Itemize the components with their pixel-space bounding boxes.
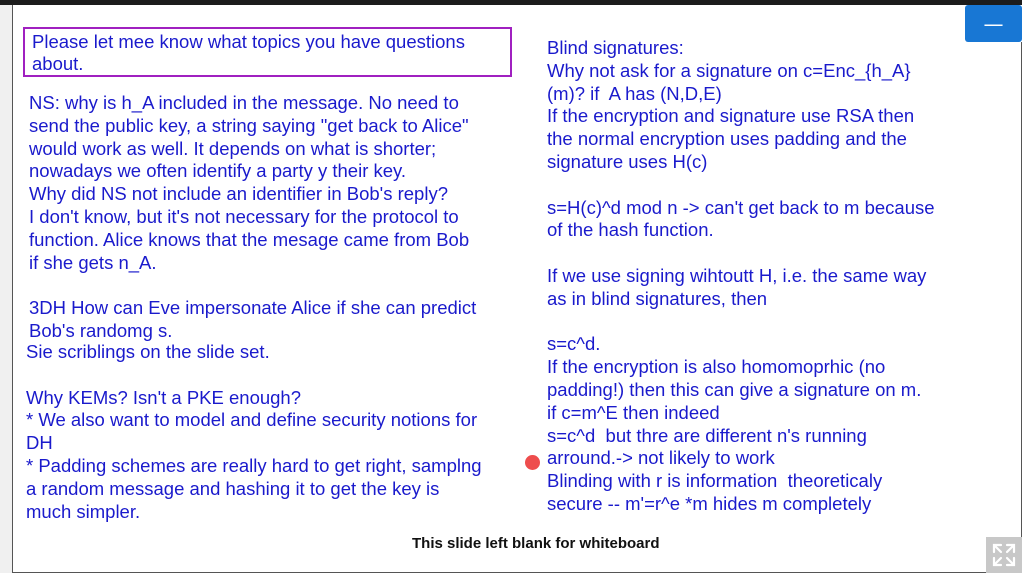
expand-arrows-icon (986, 537, 1022, 573)
left-panel-edge (0, 5, 13, 573)
topics-prompt-box: Please let mee know what topics you have questions about. (23, 27, 512, 77)
kem-notes: Sie scriblings on the slide set. Why KEMs? Isn't a PKE enough? * We also want to model and define security notions for DH * Padding schemes are really hard to get right, samplng a random message and hashing it to get the key is much simpler. (26, 341, 482, 522)
window-top-bar (0, 0, 1022, 5)
slide-caption: This slide left blank for whiteboard (412, 535, 660, 552)
minimize-button[interactable]: — (965, 5, 1022, 42)
ns-3dh-notes: NS: why is h_A included in the message. No need to send the public key, a string saying "get back to Alice" would work as well. It depends on what is shorter; nowadays we often identify a party y their key. Why did NS not include an identifier in Bob's reply? I don't know, but it's not necessary for the protocol to function. Alice knows that the mesage came from Bob if she gets n_A. 3DH How can Eve impersonate Alice if she can predict Bob's randomg s. (29, 92, 477, 341)
blind-signature-notes: Blind signatures: Why not ask for a signature on c=Enc_{h_A} (m)? if A has (N,D,E) If the encryption and signature use RSA then the normal encryption uses padding and the signature uses H(c) s=H(c)^d mod n -> can't get back to m because of the hash function. If we use signing wihtoutt H, i.e. the same way as in blind signatures, then s=c^d. If the encryption is also homomoprhic (no padding!) then this can give a signature on m. if c=m^E then indeed s=c^d but thre are different n's running arround.-> not likely to work Blinding with r is information theoreticaly secure -- m'=r^e *m hides m completely (547, 37, 935, 514)
laser-pointer-dot (525, 455, 540, 470)
fullscreen-button[interactable] (986, 537, 1022, 573)
